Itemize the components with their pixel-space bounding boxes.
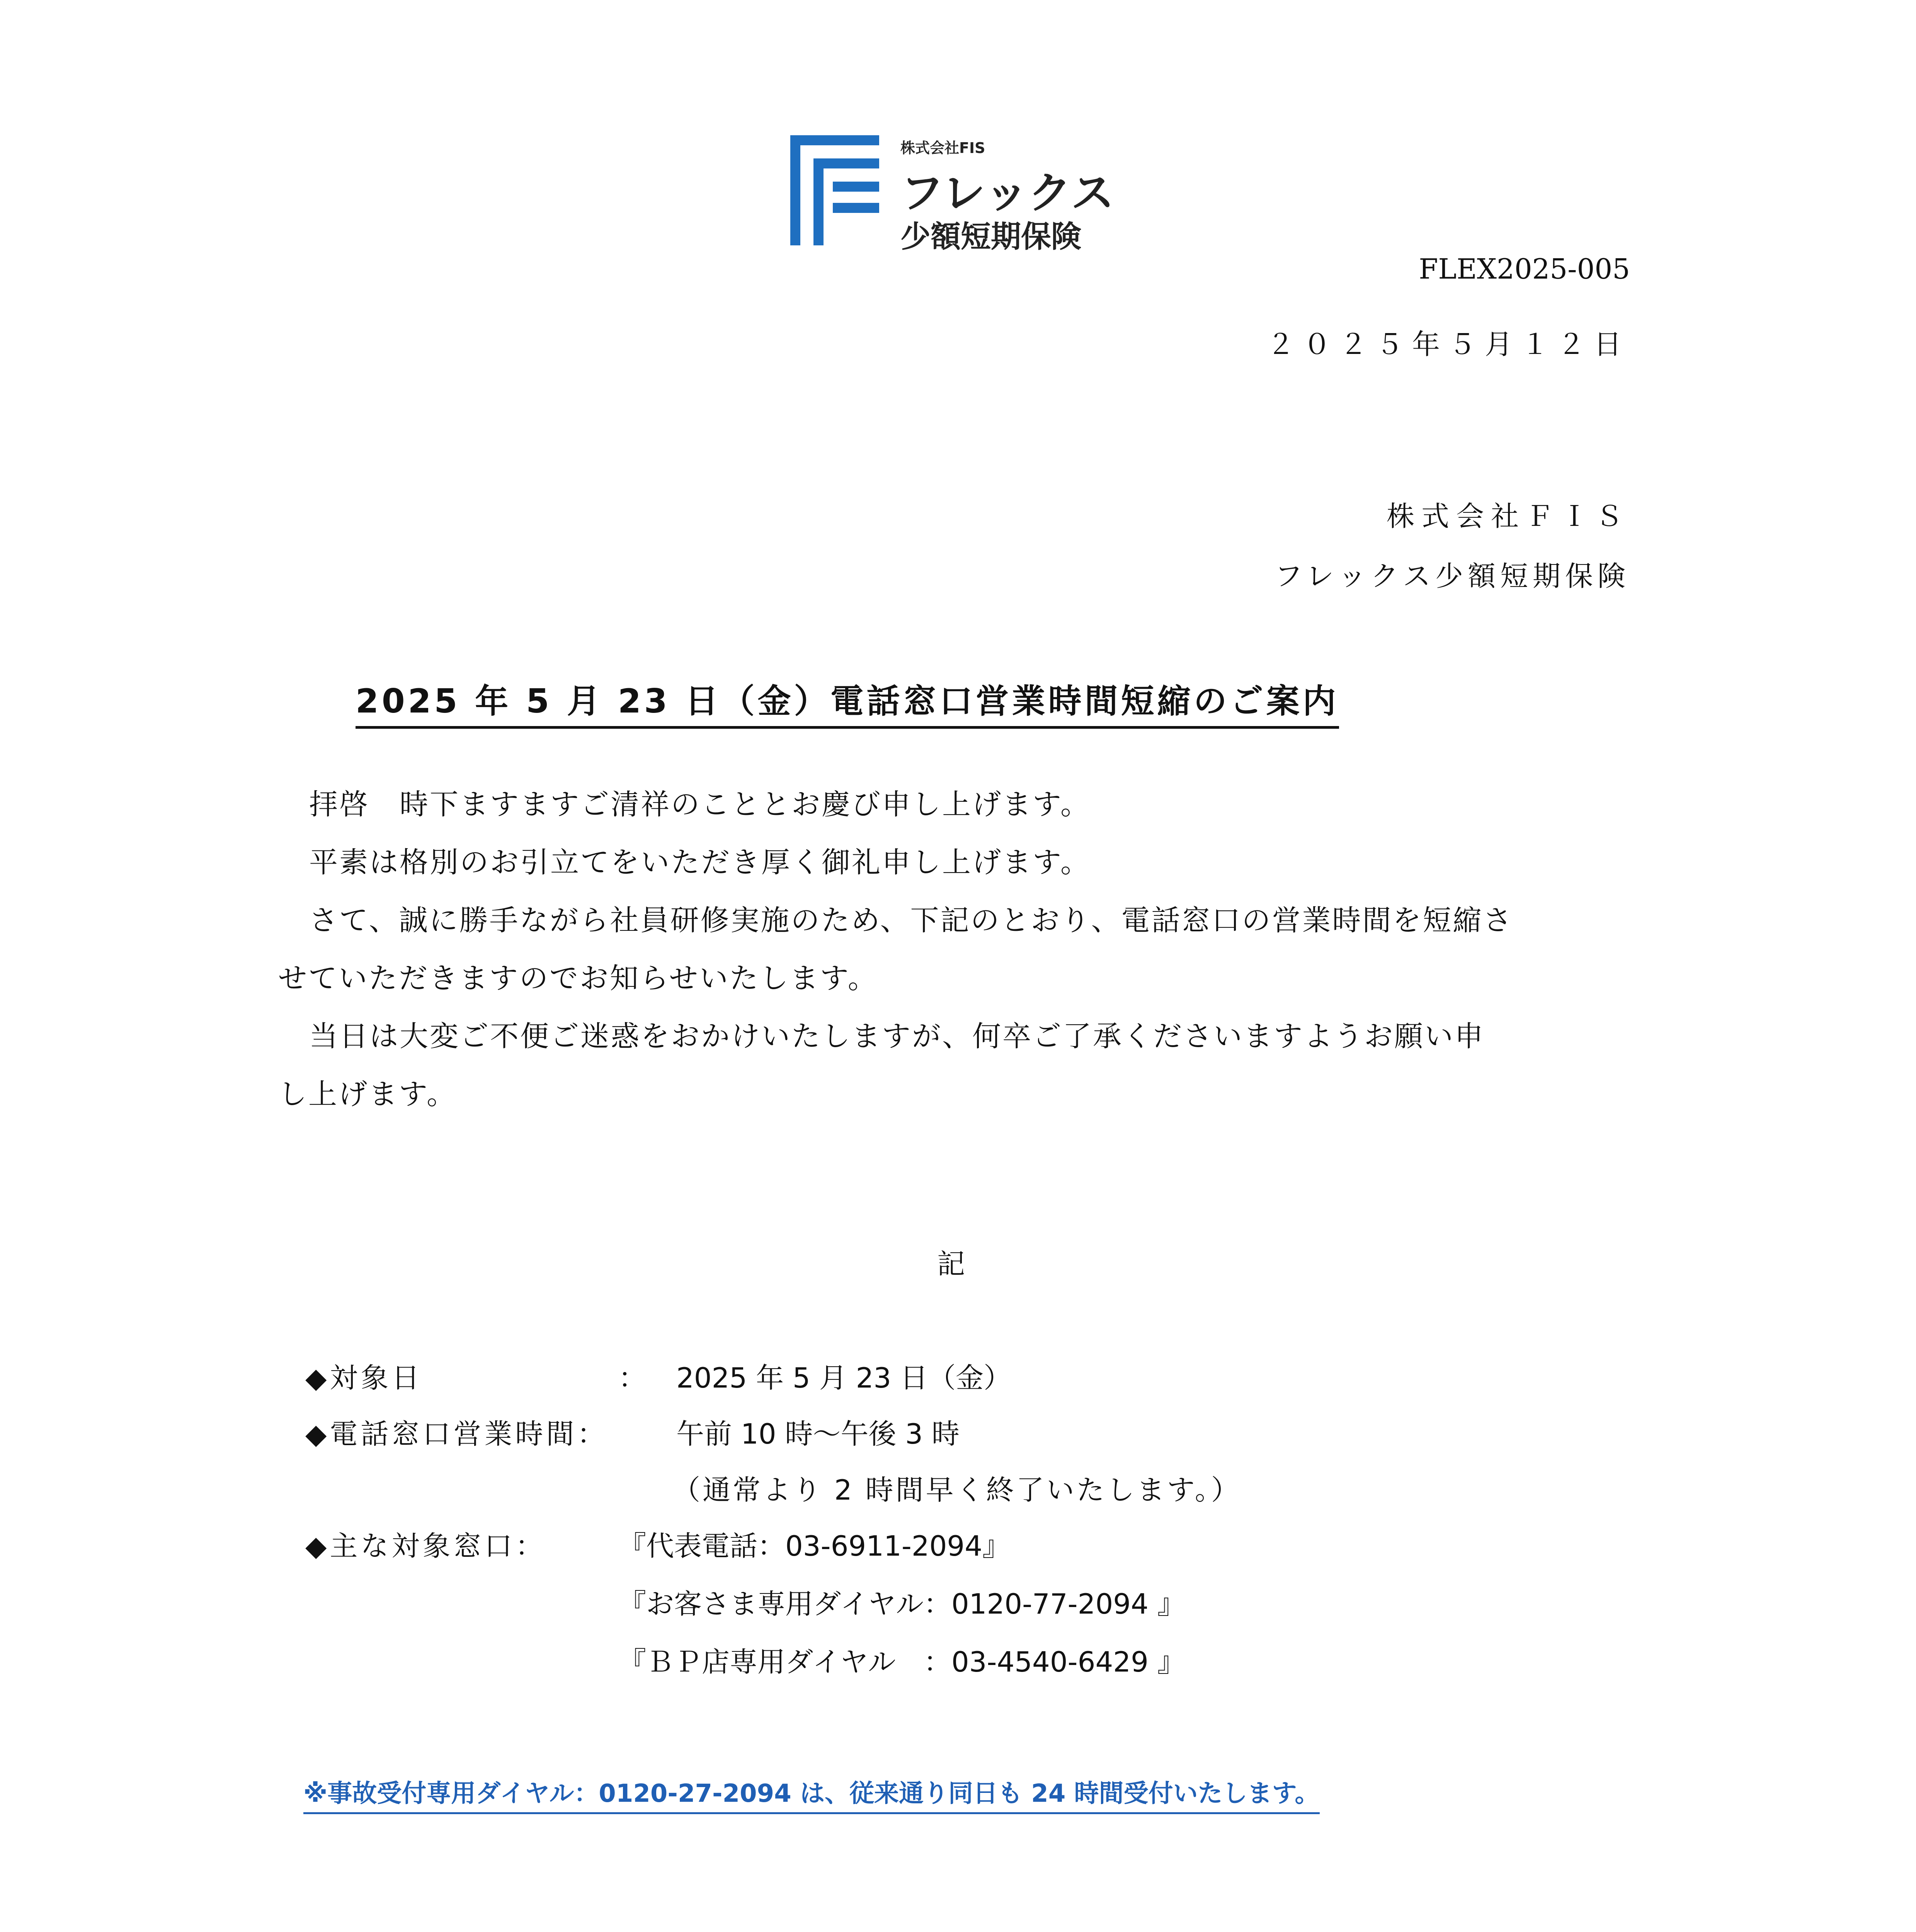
- company-logo: [790, 135, 1138, 254]
- body-line-6: し上げます。: [278, 1078, 457, 1111]
- ki-marker: 記: [937, 1248, 965, 1280]
- document-number: FLEX2025-005: [1419, 253, 1630, 285]
- body-line-1: 拝啓 時下ますますご清祥のこととお慶び申し上げます。: [309, 788, 1091, 821]
- window-item: 『代表電話：03-6911-2094』: [618, 1530, 1011, 1562]
- logo-brand: フレックス: [900, 168, 1115, 218]
- document-date: ２０２５年５月１２日: [1266, 328, 1630, 361]
- fis-logo-mark-icon: [790, 135, 879, 245]
- body-line-5: 当日は大変ご不便ご迷惑をおかけいたしますが、何卒ご了承くださいますようお願い申: [309, 1020, 1485, 1053]
- window-item: 『ＢＰ店専用ダイヤル ：03-4540-6429 』: [618, 1646, 1185, 1678]
- sender-brand: フレックス少額短期保険: [1274, 560, 1630, 592]
- accident-dial-notice: ※事故受付専用ダイヤル：0120-27-2094 は、従来通り同日も 24 時間受付いたします。: [303, 1774, 1320, 1814]
- body-line-4: せていただきますのでお知らせいたします。: [278, 962, 878, 995]
- logo-company-small: 株式会社FIS: [900, 139, 985, 156]
- logo-brand-sub: 少額短期保険: [900, 219, 1082, 254]
- sender-company: 株式会社ＦＩＳ: [1386, 500, 1630, 532]
- window-item: 『お客さま専用ダイヤル：0120-77-2094 』: [618, 1588, 1185, 1620]
- target-day-label: ◆対象日: [305, 1362, 423, 1394]
- target-day-value: 2025 年 5 月 23 日（金）: [676, 1362, 1012, 1394]
- windows-label: ◆主な対象窓口：: [305, 1530, 546, 1562]
- body-line-2: 平素は格別のお引立てをいただき厚く御礼申し上げます。: [309, 846, 1091, 879]
- hours-note: （通常より 2 時間早く終了いたします。）: [672, 1474, 1241, 1506]
- hours-label: ◆電話窓口営業時間：: [305, 1418, 608, 1450]
- hours-value: 午前 10 時〜午後 3 時: [676, 1418, 960, 1450]
- page-title: 2025 年 5 月 23 日（金）電話窓口営業時間短縮のご案内: [356, 674, 1339, 729]
- target-day-colon: ：: [618, 1362, 647, 1394]
- body-line-3: さて、誠に勝手ながら社員研修実施のため、下記のとおり、電話窓口の営業時間を短縮さ: [309, 904, 1513, 937]
